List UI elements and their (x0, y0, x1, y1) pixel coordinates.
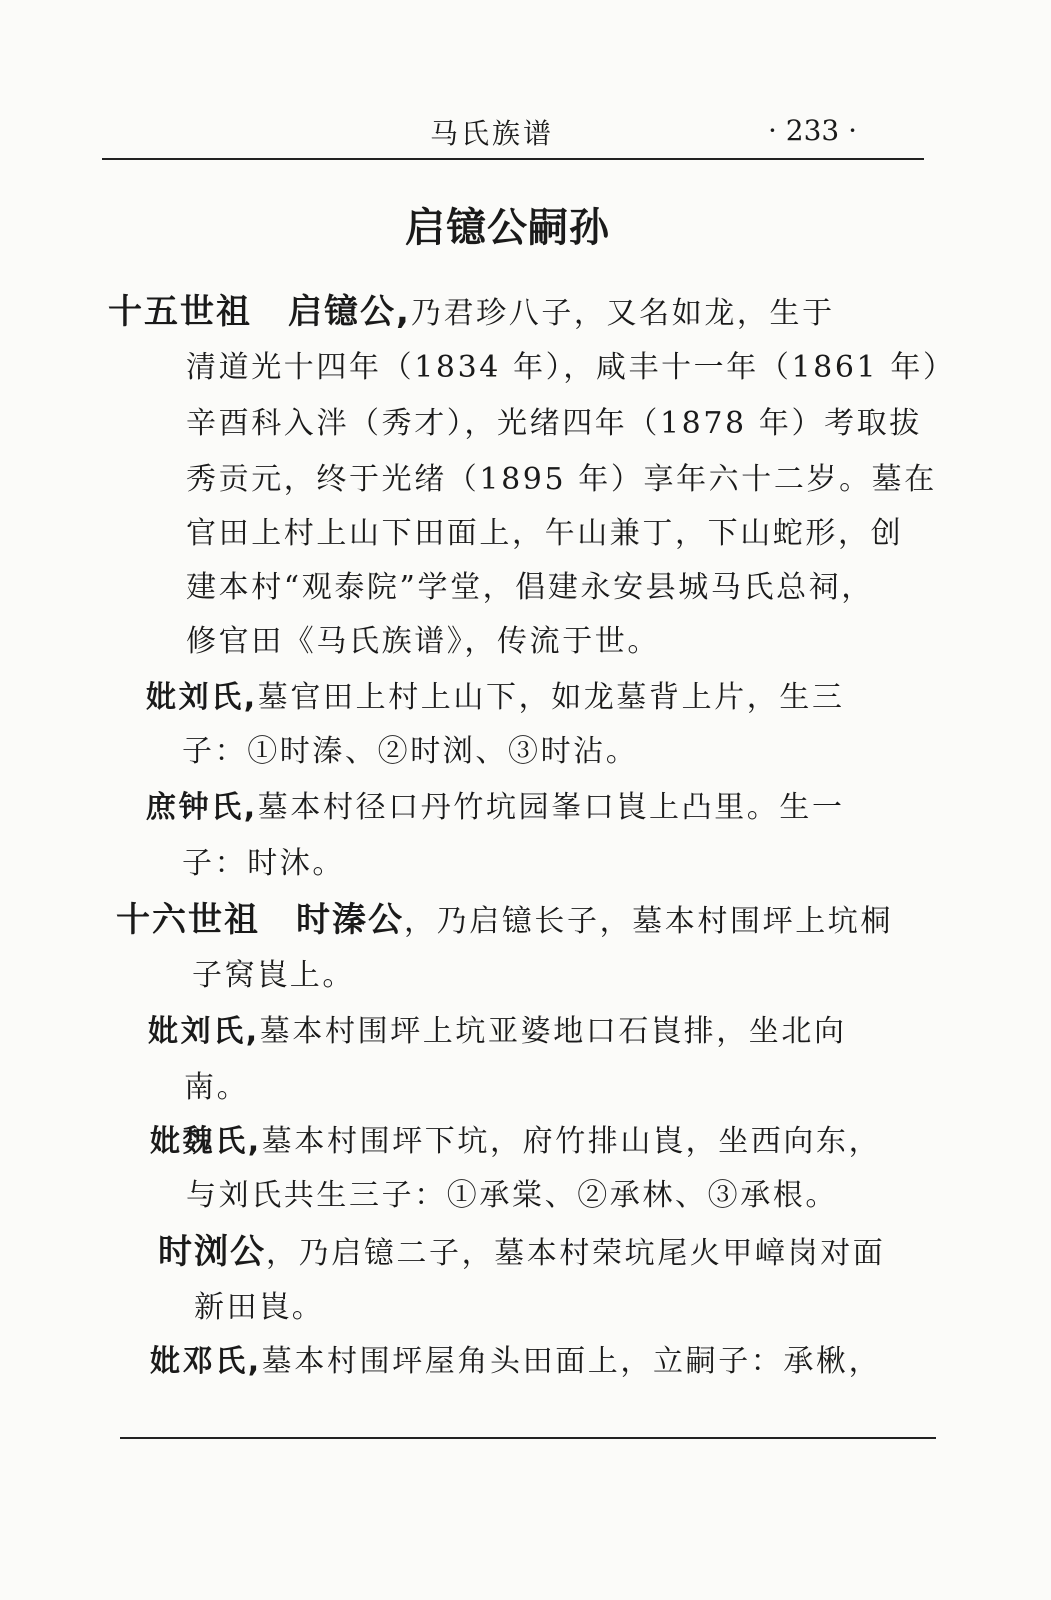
ancestor-name: 启镱公, (288, 292, 411, 332)
spouse-label: 妣魏氏, (150, 1124, 262, 1159)
generation-label: 十六世祖 (116, 900, 260, 940)
entry-text: ，乃启镱长子，墓本村围坪上坑桐 (404, 904, 893, 939)
entry-15th-ancestor-line-4: 秀贡元，终于光绪（1895 年）享年六十二岁。墓在 (186, 462, 937, 497)
entry-15th-ancestor-line-2: 清道光十四年（1834 年），咸丰十一年（1861 年） (186, 350, 956, 385)
entry-shiliu-line-2: 新田崀。 (194, 1290, 325, 1325)
generation-label: 十五世祖 (108, 292, 252, 332)
entry-text: 墓本村围坪屋角头田面上，立嗣子：承楸， (261, 1344, 882, 1379)
entry-text: 墓本村围坪下坑，府竹排山崀，坐西向东， (261, 1124, 882, 1159)
entry-text: ，乃启镱二子，墓本村荣坑尾火甲嶂岗对面 (266, 1236, 886, 1271)
footer-rule (120, 1437, 936, 1439)
concubine-zhong-line-1 (146, 782, 845, 826)
spouse-liu-line-2: 子：①时溱、②时浏、③时沾。 (182, 734, 639, 769)
entry-15th-ancestor-line-5: 官田上村上山下田面上，午山兼丁，下山蛇形，创 (186, 516, 904, 551)
spouse-label: 妣邓氏, (150, 1344, 262, 1379)
spouse-wei-line-1 (150, 1116, 881, 1160)
running-header-title: 马氏族谱 (430, 117, 555, 150)
spouse-liu-line-1 (146, 672, 845, 716)
entry-15th-ancestor-line-3: 辛酉科入泮（秀才），光绪四年（1878 年）考取拔 (186, 406, 922, 441)
spouse-wei-line-2: 与刘氏共生三子：①承棠、②承林、③承根。 (186, 1178, 838, 1213)
spouse-liu-2-line-2: 南。 (184, 1070, 250, 1105)
spouse-label: 妣刘氏, (148, 1014, 260, 1049)
header-rule (102, 158, 924, 160)
page-number: · 233 · (768, 114, 858, 147)
spouse-label: 妣刘氏, (146, 680, 258, 715)
entry-15th-ancestor-line-7: 修官田《马氏族谱》，传流于世。 (186, 624, 660, 659)
spouse-deng-line-1 (150, 1336, 881, 1380)
spouse-liu-2-line-1 (148, 1006, 847, 1050)
concubine-zhong-line-2: 子：时沐。 (182, 846, 345, 881)
entry-text: 墓本村径口丹竹坑园峯口崀上凸里。生一 (257, 790, 845, 825)
entry-16th-ancestor-line-2: 子窝崀上。 (192, 958, 355, 993)
entry-text: 墓官田上村上山下，如龙墓背上片，生三 (257, 680, 845, 715)
entry-16th-ancestor-line-1 (116, 892, 893, 941)
ancestor-name: 时浏公 (158, 1232, 266, 1272)
entry-15th-ancestor-line-6: 建本村“观泰院”学堂，倡建永安县城马氏总祠， (186, 570, 874, 605)
section-title: 启镱公嗣孙 (405, 205, 610, 251)
entry-text: 墓本村围坪上坑亚婆地口石崀排，坐北向 (259, 1014, 847, 1049)
ancestor-name: 时溱公 (296, 900, 404, 940)
entry-text: 乃君珍八子，又名如龙，生于 (410, 296, 835, 331)
entry-15th-ancestor-line-1 (108, 284, 835, 333)
spouse-label: 庶钟氏, (146, 790, 258, 825)
entry-shiliu-line-1 (158, 1224, 885, 1273)
